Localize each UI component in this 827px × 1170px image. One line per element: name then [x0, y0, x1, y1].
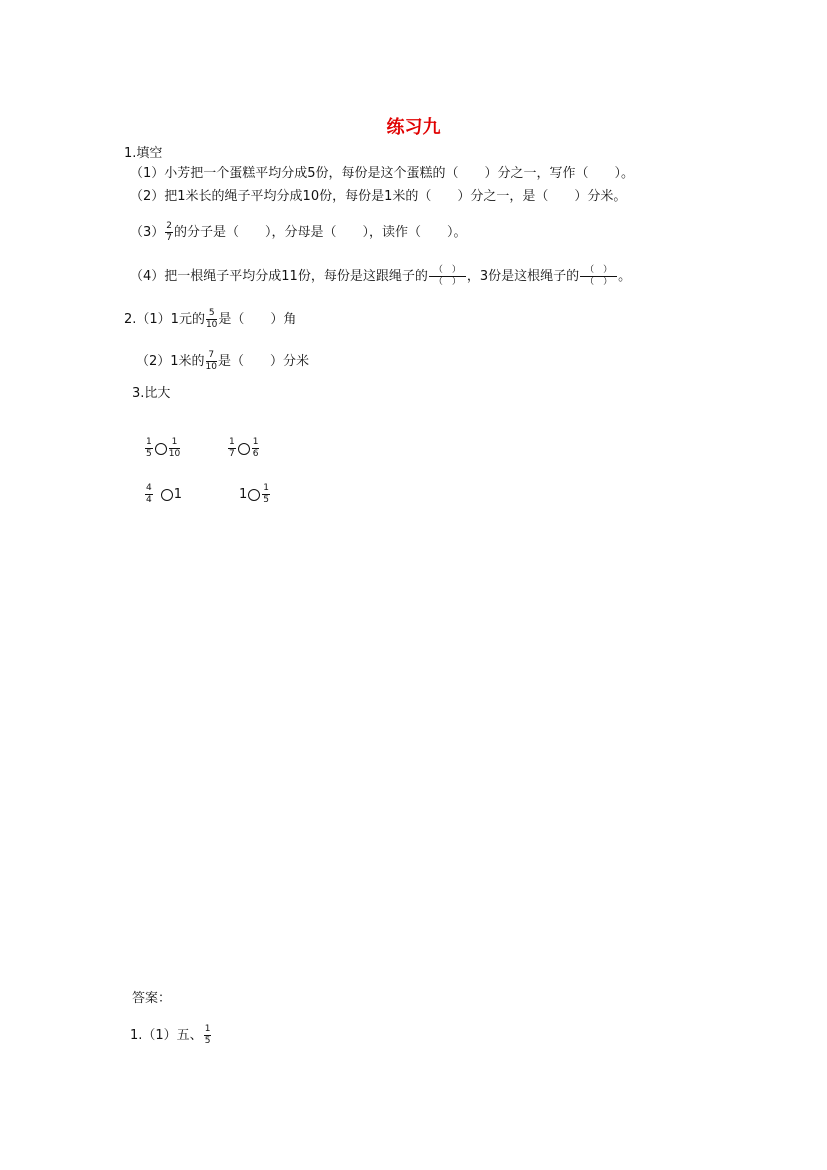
answer-1-text: 1.（1）五、	[130, 1028, 203, 1043]
q1-part4-text-b: ，3份是这根绳子的	[466, 269, 580, 284]
q2-part1	[124, 309, 296, 330]
compare-item	[239, 484, 271, 505]
page-title: 练习九	[386, 117, 441, 138]
compare-number: 1	[173, 487, 183, 502]
answers-heading: 答案：	[132, 991, 172, 1006]
q1-part3-prefix: （3）	[130, 225, 165, 240]
fraction-numerator: 1	[204, 1024, 211, 1034]
compare-circle	[155, 443, 167, 455]
fraction-denominator: 10	[205, 362, 217, 372]
fraction	[145, 438, 153, 459]
blank-numerator: （ ）	[429, 266, 466, 277]
fraction-denominator: 5	[146, 449, 152, 459]
fraction-numerator: 5	[206, 309, 217, 320]
fraction	[204, 1025, 212, 1046]
compare-item	[144, 484, 182, 505]
fraction	[206, 351, 217, 372]
answer-1	[130, 1025, 212, 1046]
blank-denominator: （ ）	[585, 277, 613, 287]
compare-circle	[238, 443, 250, 455]
q2-part1-text-b: 是（ ）角	[218, 312, 297, 327]
compare-circle	[161, 489, 173, 501]
fraction	[262, 484, 270, 505]
fraction-denominator: 5	[204, 1036, 211, 1046]
fraction-numerator: 1	[169, 438, 180, 449]
q3-heading: 3.比大	[132, 386, 171, 401]
q2-part2-text-b: 是（ ）分米	[218, 354, 310, 369]
compare-item	[144, 438, 181, 459]
q1-part4	[130, 266, 631, 287]
fraction-numerator: 4	[146, 483, 152, 493]
fraction	[145, 484, 153, 505]
q2-part1-text-a: 2.（1）1元的	[124, 312, 205, 327]
compare-number: 1	[239, 487, 248, 502]
fraction-denominator: 4	[146, 495, 152, 505]
q1-part3	[130, 222, 467, 243]
fraction-denominator: 10	[205, 320, 218, 330]
fraction-denominator: 6	[252, 449, 259, 459]
fraction-denominator: 10	[168, 449, 181, 459]
compare-item	[227, 438, 260, 459]
blank-fraction	[429, 266, 466, 287]
compare-circle	[248, 489, 260, 501]
fraction	[165, 222, 173, 243]
fraction-numerator: 2	[166, 221, 173, 231]
fraction	[228, 438, 236, 459]
q2-part2	[136, 351, 309, 372]
fraction-denominator: 7	[229, 449, 235, 459]
fraction-numerator: 1	[252, 437, 259, 447]
q1-part1: （1）小芳把一个蛋糕平均分成5份，每份是这个蛋糕的（ ）分之一，写作（ ）。	[130, 166, 635, 181]
fraction	[252, 438, 260, 459]
blank-denominator: （ ）	[433, 277, 461, 287]
fraction-denominator: 5	[263, 495, 270, 505]
q1-part2: （2）把1米长的绳子平均分成10份，每份是1米的（ ）分之一，是（ ）分米。	[130, 189, 627, 204]
q2-part2-text-a: （2）1米的	[136, 354, 205, 369]
fraction-numerator: 1	[146, 437, 152, 447]
fraction	[206, 309, 217, 330]
q1-part3-text: 的分子是（ ），分母是（ ），读作（ ）。	[174, 225, 467, 240]
q1-heading: 1.填空	[124, 146, 163, 161]
blank-numerator: （ ）	[580, 266, 617, 277]
fraction	[169, 438, 180, 459]
fraction-numerator: 7	[206, 351, 217, 362]
blank-fraction	[580, 266, 617, 287]
fraction-denominator: 7	[166, 233, 173, 243]
q1-part4-text-a: （4）把一根绳子平均分成11份，每份是这跟绳子的	[130, 269, 428, 284]
fraction-numerator: 1	[263, 483, 270, 493]
q1-part4-end: 。	[618, 269, 632, 284]
fraction-numerator: 1	[229, 437, 235, 447]
